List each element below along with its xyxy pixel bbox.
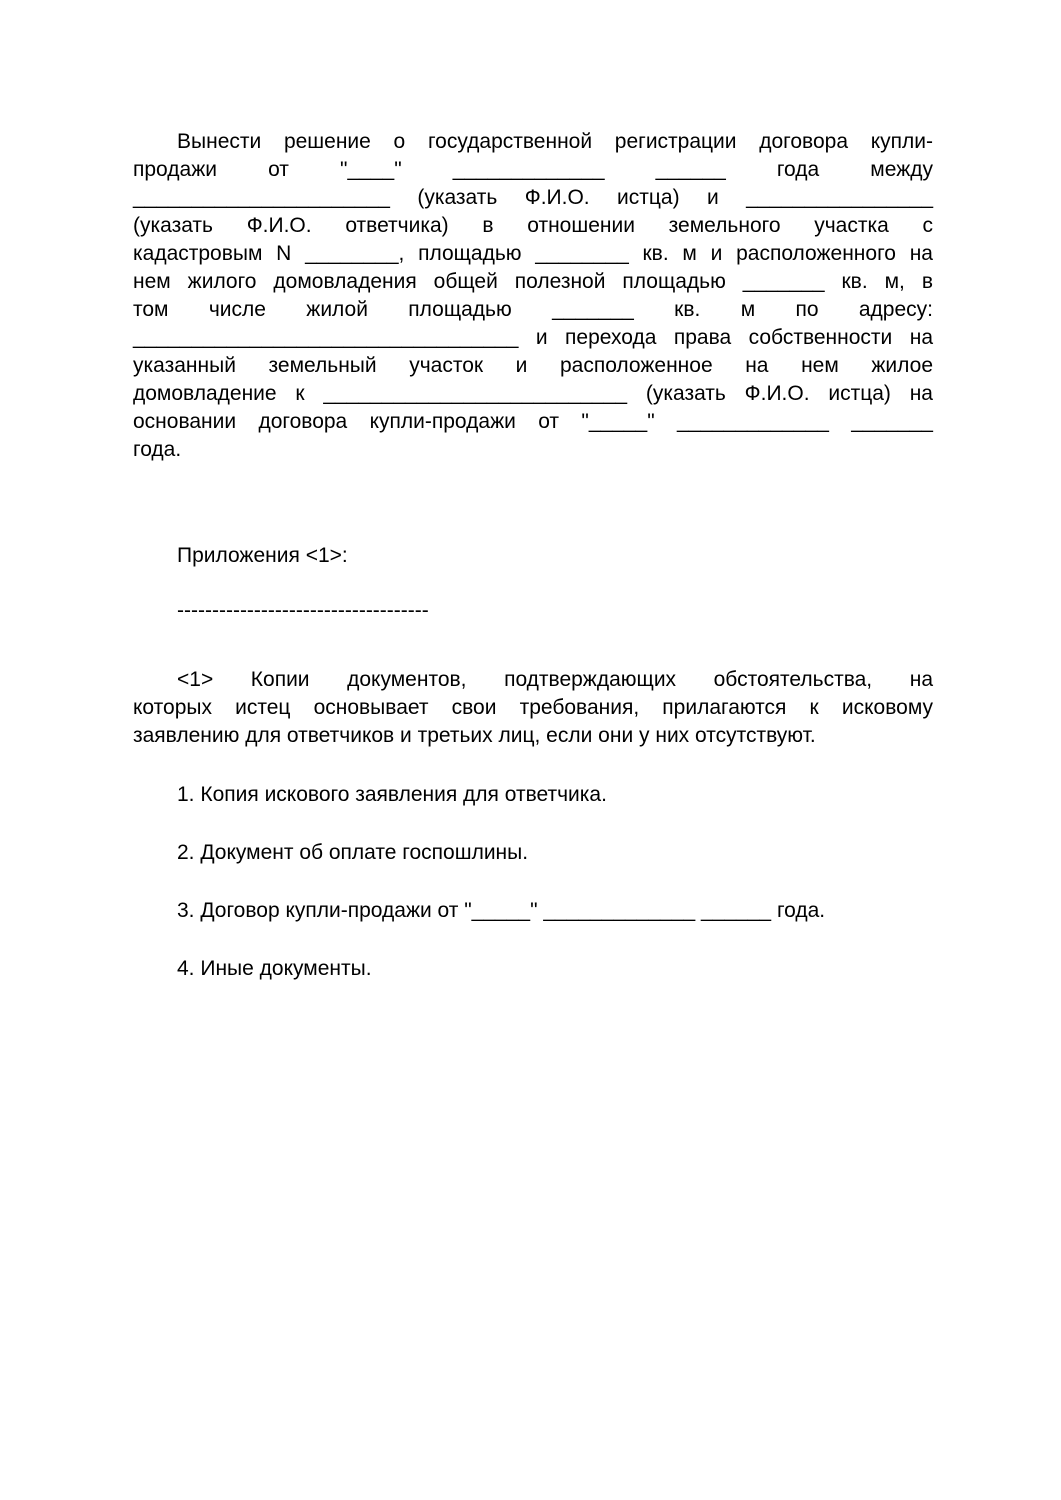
document-content xyxy=(133,128,933,983)
list-item: 2. Документ об оплате госпошлины. xyxy=(177,841,529,864)
paragraph-line: _________________________________ и перехода права собственности на xyxy=(133,326,933,349)
list-item: 1. Копия искового заявления для ответчика. xyxy=(177,783,607,806)
petition-paragraph xyxy=(133,128,933,464)
list-item: 4. Иные документы. xyxy=(177,957,372,980)
paragraph-line: (указать Ф.И.О. ответчика) в отношении земельного участка с xyxy=(133,214,933,237)
paragraph-line: том числе жилой площадью _______ кв. м по адресу: xyxy=(133,298,933,321)
attachments-heading: Приложения <1>: xyxy=(177,544,348,567)
attachments-list xyxy=(133,781,933,983)
paragraph-line: указанный земельный участок и расположенное на нем жилое xyxy=(133,354,933,377)
paragraph-line: года. xyxy=(133,438,182,461)
footnote-line: заявлению для ответчиков и третьих лиц, если они у них отсутствуют. xyxy=(133,724,816,747)
list-item: 3. Договор купли-продажи от "_____" _____________ ______ года. xyxy=(177,899,826,922)
paragraph-line: ______________________ (указать Ф.И.О. истца) и ________________ xyxy=(133,186,933,209)
paragraph-line: нем жилого домовладения общей полезной площадью _______ кв. м, в xyxy=(133,270,933,293)
paragraph-line: продажи от "____" _____________ ______ года между xyxy=(133,158,933,181)
paragraph-line: основании договора купли-продажи от "_____" _____________ _______ xyxy=(133,410,933,433)
paragraph-line: кадастровым N ________, площадью ________ кв. м и расположенного на xyxy=(133,242,933,265)
separator-line: ------------------------------------ xyxy=(177,599,429,622)
footnote-line: которых истец основывает свои требования, прилагаются к исковому xyxy=(133,696,933,719)
footnote-line: <1> Копии документов, подтверждающих обстоятельства, на xyxy=(177,668,933,691)
footnote-paragraph xyxy=(133,666,933,750)
paragraph-line: домовладение к __________________________ (указать Ф.И.О. истца) на xyxy=(133,382,933,405)
paragraph-line: Вынести решение о государственной регистрации договора купли- xyxy=(177,130,933,153)
